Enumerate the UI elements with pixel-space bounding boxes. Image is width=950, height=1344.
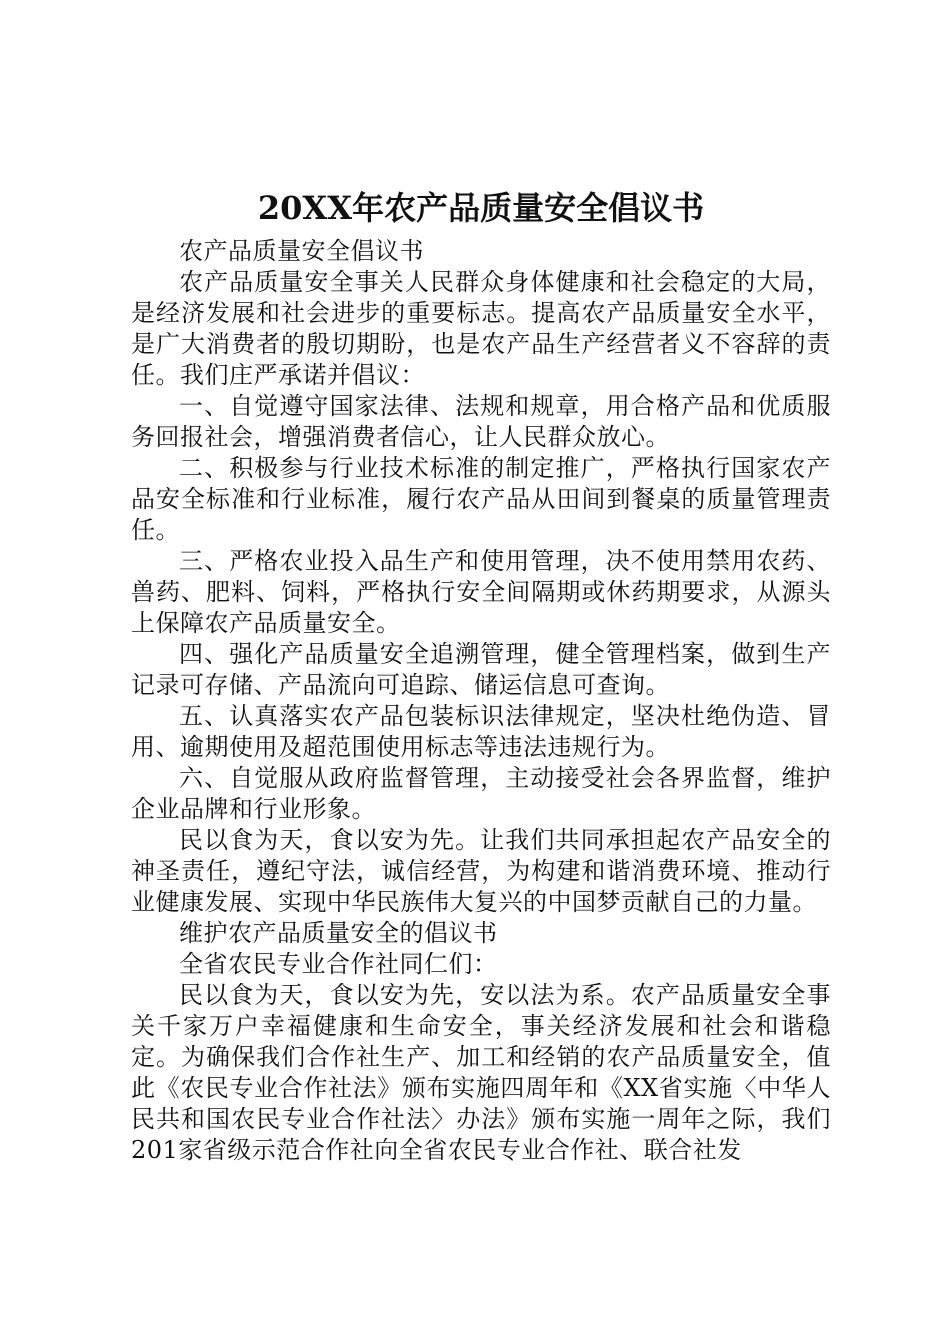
paragraph-body-2: 民以食为天，食以安为先，安以法为系。农产品质量安全事关千家万户幸福健康和生命安全，事关经济发展和社会和谐稳定。为确保我们合作社生产、加工和经销的农产品质量安全，值此《农民专业合作社法》颁布实施四周年和《XX省实施〈中华人民共和国农民专业合作社法〉办法》颁布实施一周年之际，我们201家省级示范合作社向全省农民专业合作社、联合社发	[131, 981, 831, 1164]
paragraph-subtitle-1: 农产品质量安全倡议书	[179, 237, 424, 265]
paragraph-item-3: 三、严格农业投入品生产和使用管理，决不使用禁用农药、兽药、肥料、饲料，严格执行安全间隔期或休药期要求，从源头上保障农产品质量安全。	[131, 547, 831, 637]
paragraph-item-5: 五、认真落实农产品包装标识法律规定，坚决杜绝伪造、冒用、逾期使用及超范围使用标志等违法违规行为。	[131, 702, 831, 761]
paragraph-salutation: 全省农民专业合作社同仁们：	[179, 950, 498, 978]
paragraph-item-1: 一、自觉遵守国家法律、法规和规章，用合格产品和优质服务回报社会，增强消费者信心，让人民群众放心。	[131, 392, 831, 451]
paragraph-item-2: 二、积极参与行业技术标准的制定推广，严格执行国家农产品安全标准和行业标准，履行农产品从田间到餐桌的质量管理责任。	[131, 454, 831, 544]
paragraph-item-6: 六、自觉服从政府监督管理，主动接受社会各界监督，维护企业品牌和行业形象。	[131, 764, 831, 823]
paragraph-subtitle-2: 维护农产品质量安全的倡议书	[179, 919, 498, 947]
paragraph-item-4: 四、强化产品质量安全追溯管理，健全管理档案，做到生产记录可存储、产品流向可追踪、储运信息可查询。	[131, 640, 831, 699]
paragraph-intro: 农产品质量安全事关人民群众身体健康和社会稳定的大局，是经济发展和社会进步的重要标志。提高农产品质量安全水平，是广大消费者的殷切期盼，也是农产品生产经营者义不容辞的责任。我们庄严承诺并倡议：	[131, 268, 831, 389]
document-title: 20XX年农产品质量安全倡议书	[257, 189, 705, 227]
paragraph-closing: 民以食为天，食以安为先。让我们共同承担起农产品安全的神圣责任，遵纪守法，诚信经营，为构建和谐消费环境、推动行业健康发展、实现中华民族伟大复兴的中国梦贡献自己的力量。	[131, 826, 831, 916]
document-page	[131, 183, 831, 1166]
